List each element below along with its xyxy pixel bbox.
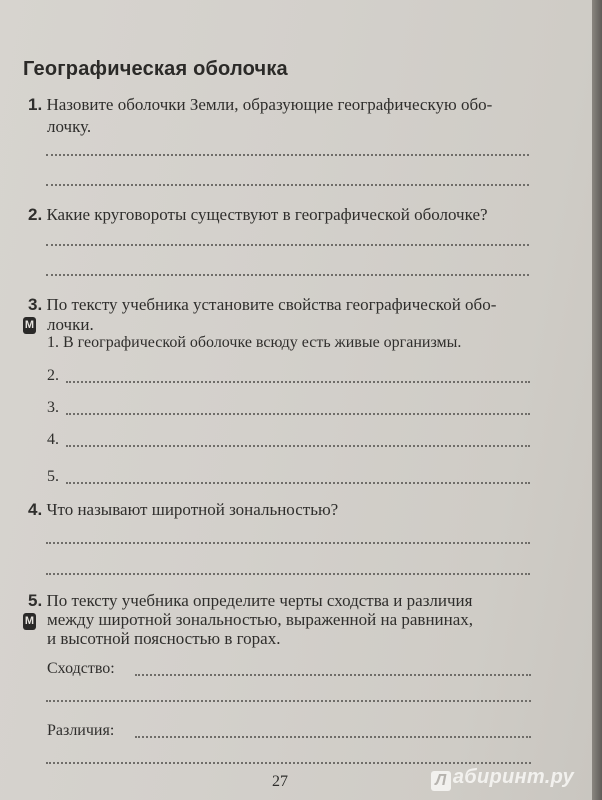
q5-text-cont-2: и высотной поясностью в горах. xyxy=(47,629,281,648)
page-number: 27 xyxy=(272,773,288,790)
method-icon: М xyxy=(23,613,36,630)
watermark-logo: Л абиринт.ру xyxy=(431,766,574,791)
answer-line[interactable] xyxy=(46,274,529,276)
answer-line[interactable] xyxy=(46,573,530,575)
answer-line[interactable] xyxy=(66,445,530,447)
q4-text: 4. Что называют широтной зональностью? xyxy=(28,500,339,519)
answer-line[interactable] xyxy=(66,482,530,484)
answer-line[interactable] xyxy=(135,736,531,738)
answer-line[interactable] xyxy=(46,184,529,186)
property-item-3: 3. xyxy=(47,399,59,416)
property-item-5: 5. xyxy=(47,468,59,485)
q1-text: 1. Назовите оболочки Земли, образующие географическую обо- xyxy=(28,95,493,114)
property-item-2: 2. xyxy=(47,367,59,384)
q2-text: 2. Какие круговороты существуют в географической оболочке? xyxy=(28,205,488,224)
similarity-label: Сходство: xyxy=(47,660,115,677)
answer-line[interactable] xyxy=(46,244,529,246)
q3-text-cont: лочки. xyxy=(47,315,94,334)
page-edge xyxy=(592,0,602,800)
q5-text: 5. По тексту учебника определите черты сходства и различия xyxy=(28,591,473,610)
property-item-4: 4. xyxy=(47,431,59,448)
answer-line[interactable] xyxy=(46,154,529,156)
q5-text-cont: между широтной зональностью, выраженной на равнинах, xyxy=(47,610,474,629)
answer-line[interactable] xyxy=(46,700,531,702)
answer-line[interactable] xyxy=(66,413,530,415)
answer-line[interactable] xyxy=(135,674,531,676)
answer-line[interactable] xyxy=(66,381,530,383)
labyrinth-logo-icon: Л xyxy=(431,771,451,791)
section-title: Географическая оболочка xyxy=(23,58,288,80)
method-icon: М xyxy=(23,317,36,334)
q1-text-cont: лочку. xyxy=(47,117,92,136)
difference-label: Различия: xyxy=(47,722,115,739)
property-item-1: 1. В географической оболочке всюду есть живые организмы. xyxy=(47,334,462,351)
answer-line[interactable] xyxy=(46,542,530,544)
answer-line[interactable] xyxy=(46,762,531,764)
q3-text: 3. По тексту учебника установите свойства географической обо- xyxy=(28,295,497,314)
